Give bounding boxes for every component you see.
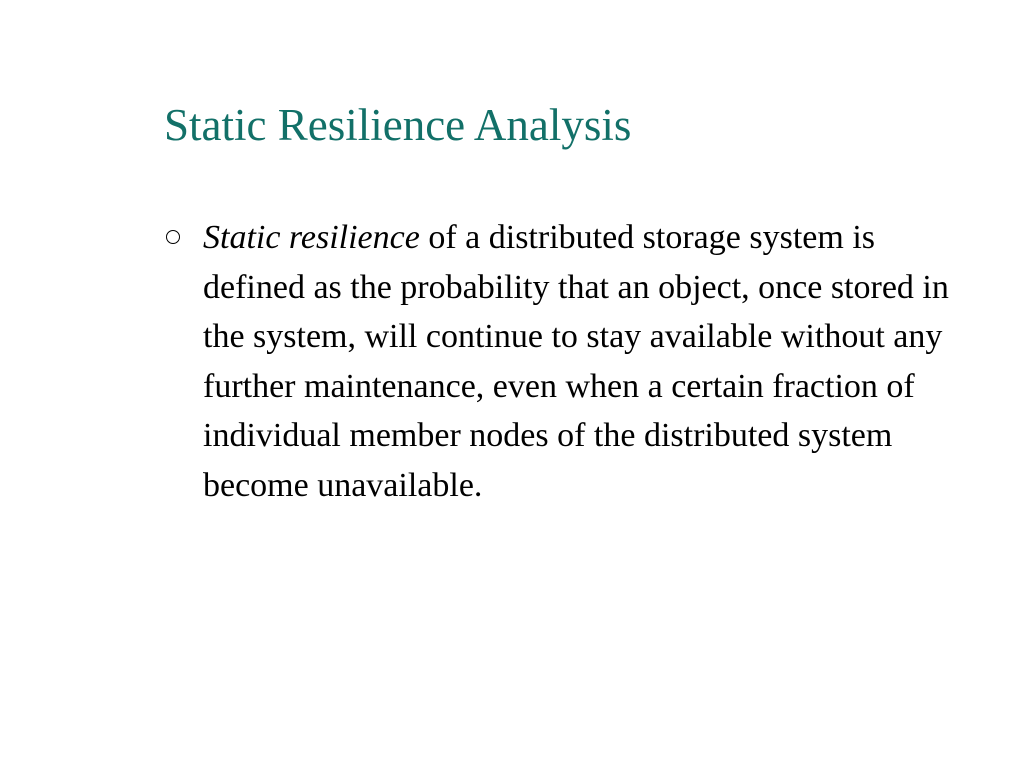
bullet-text bbox=[203, 213, 964, 510]
slide-title: Static Resilience Analysis bbox=[164, 100, 632, 150]
bullet-item bbox=[164, 213, 964, 510]
bullet-list bbox=[164, 213, 964, 510]
bullet-body: of a distributed storage system is defined as the probability that an object, once stored in the system, will continue to stay available without any further maintenance, even when a certain fraction of individual member nodes of the distributed system become unavailable. bbox=[203, 219, 949, 504]
bullet-term: Static resilience bbox=[203, 219, 420, 256]
hollow-circle-bullet-icon bbox=[166, 230, 180, 244]
